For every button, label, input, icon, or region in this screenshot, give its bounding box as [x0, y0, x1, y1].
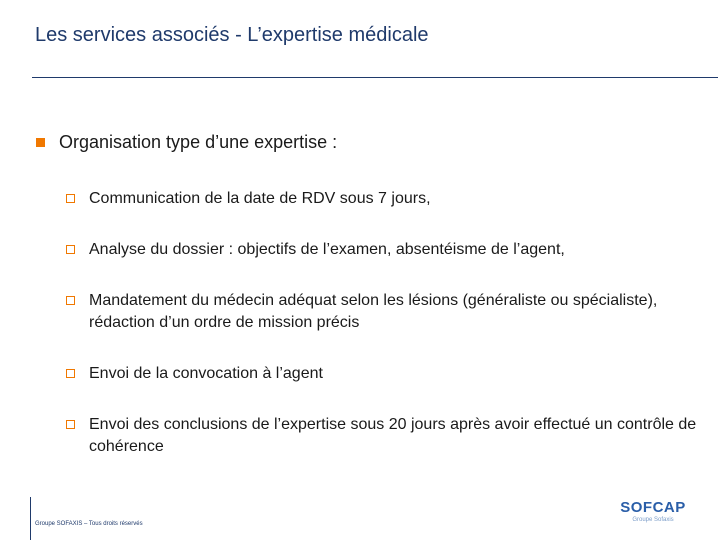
hollow-square-bullet-icon: [66, 245, 75, 254]
footer-divider: [30, 497, 31, 540]
sub-bullet-item: [66, 239, 706, 261]
slide-title: Les services associés - L’expertise médicale: [35, 24, 429, 46]
sub-bullet-item: [66, 363, 706, 385]
footer-copyright: Groupe SOFAXIS – Tous droits réservés: [35, 521, 143, 527]
sub-bullet-item: [66, 188, 706, 210]
hollow-square-bullet-icon: [66, 194, 75, 203]
title-divider: [32, 77, 718, 78]
sub-bullet-item: [66, 290, 706, 334]
sub-bullet-text: Envoi des conclusions de l’expertise sous 20 jours après avoir effectué un contrôle de cohérence: [89, 416, 697, 455]
main-bullet-text: Organisation type d’une expertise :: [59, 132, 338, 152]
logo-tagline: Groupe Sofaxis: [632, 517, 674, 523]
sub-bullet-list: [66, 188, 706, 458]
sofcap-logo: [618, 500, 688, 524]
hollow-square-bullet-icon: [66, 369, 75, 378]
sub-bullet-text: Envoi de la convocation à l’agent: [89, 365, 323, 382]
hollow-square-bullet-icon: [66, 296, 75, 305]
main-bullet: [36, 132, 337, 153]
sub-bullet-text: Analyse du dossier : objectifs de l’examen, absentéisme de l’agent,: [89, 241, 565, 258]
square-bullet-icon: [36, 138, 45, 147]
logo-name: SOFCAP: [620, 499, 686, 516]
sub-bullet-item: [66, 414, 706, 458]
sub-bullet-text: Communication de la date de RDV sous 7 jours,: [89, 190, 431, 207]
hollow-square-bullet-icon: [66, 420, 75, 429]
sub-bullet-text: Mandatement du médecin adéquat selon les lésions (généraliste ou spécialiste), rédaction d’un ordre de mission précis: [89, 292, 658, 331]
